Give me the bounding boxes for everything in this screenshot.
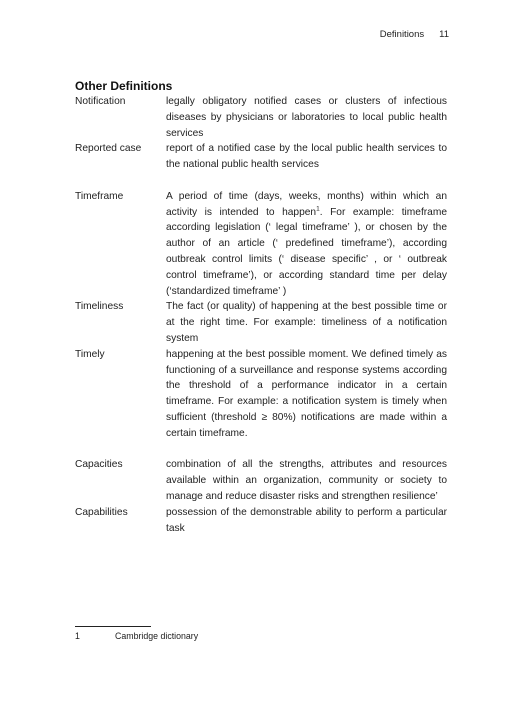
spacer bbox=[75, 173, 447, 189]
definition-term: Timely bbox=[75, 348, 105, 360]
footnote-text: Cambridge dictionary bbox=[115, 631, 199, 641]
footnote-reference[interactable]: 1 bbox=[316, 205, 320, 213]
section-title: Other Definitions bbox=[75, 79, 173, 93]
definition-term: Timeliness bbox=[75, 301, 124, 313]
definition-text-part: A period of time (days, weeks, months) within which an activity is intended to happen bbox=[166, 190, 447, 218]
definition-capacities bbox=[75, 457, 447, 504]
definition-capabilities bbox=[75, 505, 447, 537]
running-header bbox=[380, 29, 449, 40]
definitions-list bbox=[75, 94, 447, 536]
definition-term: Notification bbox=[75, 96, 126, 107]
spacer bbox=[75, 442, 447, 458]
definition-text: legally obligatory notified cases or clusters of infectious diseases by physicians or laboratories to local public health services bbox=[166, 96, 447, 139]
definition-timeliness bbox=[75, 299, 447, 346]
definition-text bbox=[166, 189, 447, 300]
definition-notification bbox=[75, 94, 447, 141]
definition-text: happening at the best possible moment. We defined timely as functioning of a surveillance and response systems according the threshold of a performance indicator in a certain timeframe. For example: a notification system is timely when sufficient (threshold ≥ 80%) notifications are made within a certain timeframe. bbox=[166, 348, 447, 439]
definition-text: possession of the demonstrable ability to perform a particular task bbox=[166, 506, 447, 534]
definition-term: Reported case bbox=[75, 143, 142, 155]
footnote-number: 1 bbox=[75, 631, 80, 641]
page-number: 11 bbox=[439, 29, 449, 40]
definition-text: report of a notified case by the local public health services to the national public health services bbox=[166, 143, 447, 171]
definition-text: The fact (or quality) of happening at the best possible time or at the right time. For example: timeliness of a notification system bbox=[166, 301, 447, 344]
definition-term: Capacities bbox=[75, 459, 123, 471]
footnote-rule bbox=[75, 626, 151, 627]
definition-text-part: . For example: timeframe according legislation (‘ legal timeframe’ ), or chosen by the author of an article (‘ predefined timeframe’), according outbreak control limits (‘ disease specific’ , or ‘ outbreak control timeframe’), or according standard time per delay (‘standardized timeframe’ ) bbox=[166, 206, 447, 297]
definition-term: Timeframe bbox=[75, 190, 124, 202]
definition-reported-case bbox=[75, 141, 447, 173]
definition-term: Capabilities bbox=[75, 506, 128, 518]
running-header-section: Definitions bbox=[379, 29, 425, 40]
definition-timely bbox=[75, 347, 447, 442]
definition-text: combination of all the strengths, attributes and resources available within an organization, community or society to manage and reduce disaster risks and strengthen resilience’ bbox=[166, 459, 447, 502]
footnote bbox=[75, 631, 198, 641]
definition-timeframe bbox=[75, 189, 447, 300]
